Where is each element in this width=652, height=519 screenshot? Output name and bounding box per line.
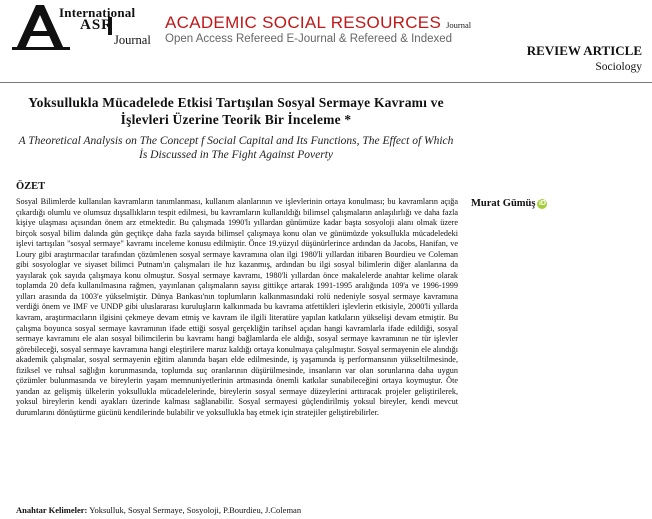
keywords-label: Anahtar Kelimeler: bbox=[16, 505, 88, 515]
author-name: Murat Gümüş bbox=[471, 198, 536, 209]
orcid-icon[interactable]: iD bbox=[538, 200, 546, 207]
keywords-list: Yoksulluk, Sosyal Sermaye, Sosyoloji, P.Bourdieu, J.Coleman bbox=[89, 505, 302, 515]
logo-top-text: International bbox=[59, 5, 136, 20]
abstract-text: Sosyal Bilimlerde kullanılan kavramların tanımlanması, kullanım alanlarının ve işlevlerinin ortaya konulması; bu kavramların açığa çıkardığı olumlu ve olumsuz dışsallıkların tespit edilmesi, bu kavramların kullanıldığı bilimsel çalışmaların anlaşılırlığı ve daha fazla kişiye ulaşması açısından önem arz etmektedir. Bu çalışmada 1990'lı yıllardan günümüze kadar başta sosyoloji alanı olmak üzere birçok sosyal bilim dalında gün geçtikçe daha fazla sayıda bilimsel çalışmaya konu olan ve günümüzde yoksullukla mücadeledeki işlevi tartışılan "sosyal sermaye" kavramı inceleme konusu edilmiştir. Önce 19.yüzyıl düşünürlerince ardından da Jacobs, Hanifan, ve Loury gibi araştırmacılar tarafından çözümlenen sosyal sermaye kavramına olan ilgi 1980'li yıllardan itibaren Bourdieu ve Coleman gibi sosyologlar ve siyaset bilimci Putnam'ın çalışmaları ile hız kazanmış, ardından bu ilgi sosyal bilimlerin diğer alanlarına da yayılarak çok sayıda çalışmaya konu olmuştur. Sosyal sermaye kavramı, 1980'li yıllardan önce makalelerde anahtar kelime olarak toplamda 20 defa kullanılmasına rağmen, yayınlanan çalışmaların sayısı gittikçe artarak 1991-1995 aralığında 109'a ve 1996-1999 yılları arasında da 1003'e yükselmiştir. Dünya Bankası'nın toplumların kalkınmasındaki rolü nedeniyle sosyal sermaye kavramına verdiği önem ve IMF ve UNDP gibi uluslararası kuruluşların kalkınmada bu kavrama atfettikleri işlevlerin etkisiyle, 2000'li yıllarda kavram, araştırmacıların ilgisini çekmeye devam etmiş ve kavram ile ilgili literatüre yapılan katkıların yükselişi devam etmiştir. Bu çalışma boyunca sosyal sermaye kavramının ifade ettiği sosyal gerçekliğin tarihsel açıdan hangi kavramlarla ifade edildiği, sosyal sermaye kavramını ele alan sosyal bilimcilerin bu kavramı hangi bağlamlarda ele aldığı, sosyal sermaye kavramının ne tür işlevler görebileceği, sosyal sermaye kavramına hangi eleştirilere maruz kaldığı ortaya konulmaya çalışılmıştır. Sosyal sermayenin ele alındığı akademik çalışmalar, sosyal sermayenin eğitim alanında başarı elde edilmesinde, iş yaşamında iş performansının yükseltilmesinde, fiziksel ve ruhsal sağlığın korunmasında, toplumda suç oranlarının düşürülmesinde, insanların var olan sorunlarına daha uygun çözümler bulunmasında ve bireylerin yaşam memnuniyetlerinin artmasında önemli katkılar sunabileceğini ortaya koymuştur. Öte yandan az gelişmiş ülkelerin yoksullukla mücadelelerinde, bireylerin sosyal sermaye düzeylerini arttıracak projeler geliştirilerek, yoksul bireylerin kendi ayakları üzerinde kalması sağlanabilir. Sosyal sermayesi güçlendirilmiş yoksul bireyler, kendi mevcut durumlarını dönüştürme gücünü kendilerinde bulabilir ve yoksullukla baş etmek için stratejiler geliştirebilirler. bbox=[16, 197, 458, 417]
journal-title-main: ACADEMIC SOCIAL RESOURCES bbox=[165, 13, 442, 32]
article-field: Sociology bbox=[595, 61, 642, 73]
article-title-tr: Yoksullukla Mücadelede Etkisi Tartışılan Sosyal Sermaye Kavramı ve İşlevleri Üzerine Teorik Bir İnceleme * bbox=[28, 95, 444, 127]
keywords bbox=[16, 505, 456, 515]
article-type: REVIEW ARTICLE bbox=[526, 43, 642, 58]
journal-logo bbox=[12, 3, 162, 51]
abstract-heading: ÖZET bbox=[16, 181, 46, 192]
journal-title-suffix: Journal bbox=[446, 20, 472, 30]
logo-bottom-text: Journal bbox=[114, 33, 151, 47]
journal-subtitle: Open Access Refereed E-Journal & Refereed & Indexed bbox=[165, 33, 453, 45]
logo-letters: ASR bbox=[80, 17, 114, 33]
header-divider bbox=[0, 82, 652, 83]
journal-title bbox=[165, 13, 471, 33]
author bbox=[471, 198, 547, 209]
article-title-en: A Theoretical Analysis on The Concept f Social Capital and Its Functions, The Effect of Which İs Discussed in The Fight Against Poverty bbox=[18, 135, 454, 161]
